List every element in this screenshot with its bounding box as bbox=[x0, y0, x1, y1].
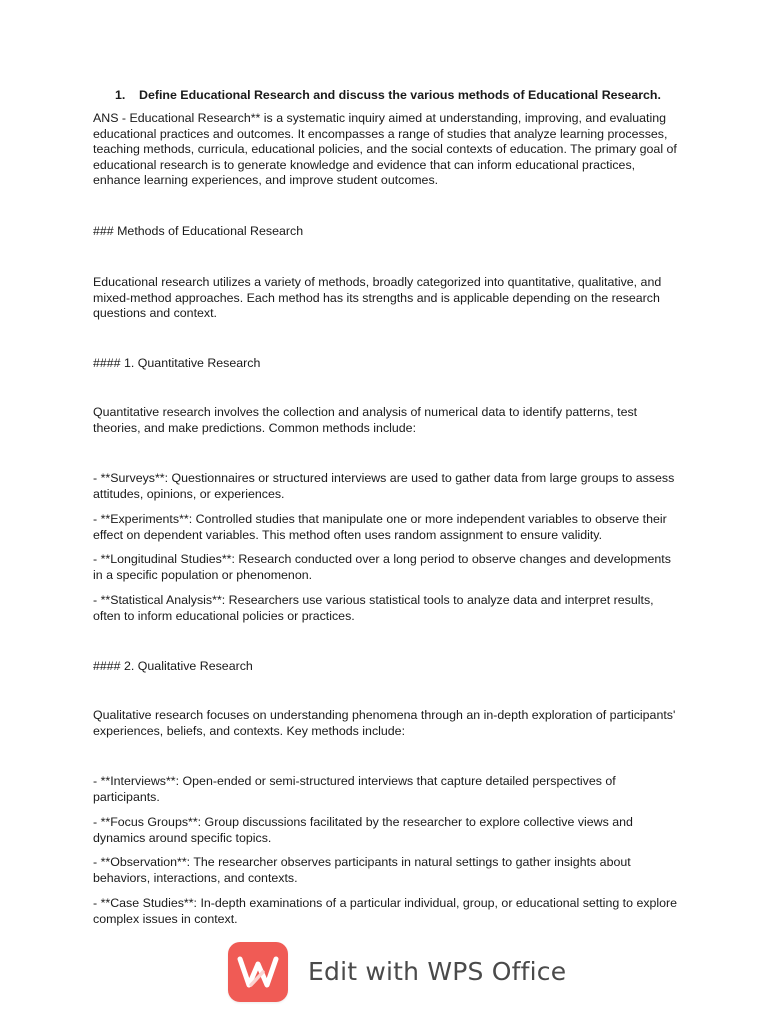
question-heading bbox=[115, 88, 685, 104]
quantitative-intro-paragraph: Quantitative research involves the collection and analysis of numerical data to identify patterns, test theories, and make predictions. Common methods include: bbox=[93, 405, 638, 435]
list-item: - **Interviews**: Open-ended or semi-structured interviews that capture detailed perspectives of participants. bbox=[93, 774, 616, 804]
wps-watermark-text: Edit with WPS Office bbox=[308, 957, 567, 987]
question-number: 1. bbox=[115, 88, 126, 102]
list-item: - **Case Studies**: In-depth examinations of a particular individual, group, or educational setting to explore complex issues in context. bbox=[93, 896, 678, 926]
quantitative-heading: #### 1. Quantitative Research bbox=[93, 356, 261, 370]
wps-w-glyph bbox=[237, 955, 279, 989]
list-item: - **Focus Groups**: Group discussions facilitated by the researcher to explore collective views and dynamics around specific topics. bbox=[93, 815, 633, 845]
list-item: - **Experiments**: Controlled studies that manipulate one or more independent variables to observe their effect on dependent variables. This method often uses random assignment to ensure validity. bbox=[93, 512, 667, 542]
question-text: Define Educational Research and discuss the various methods of Educational Research. bbox=[139, 88, 661, 102]
qualitative-intro-paragraph: Qualitative research focuses on understanding phenomena through an in-depth exploration of participants' experiences, beliefs, and contexts. Key methods include: bbox=[93, 708, 676, 738]
list-item: - **Observation**: The researcher observes participants in natural settings to gather insights about behaviors, interactions, and contexts. bbox=[93, 855, 631, 885]
list-item: - **Statistical Analysis**: Researchers use various statistical tools to analyze data and interpret results, often to inform educational policies or practices. bbox=[93, 593, 654, 623]
methods-intro-paragraph: Educational research utilizes a variety of methods, broadly categorized into quantitative, qualitative, and mixed-method approaches. Each method has its strengths and is applicable depending on the research questions and context. bbox=[93, 275, 662, 321]
wps-logo-icon bbox=[228, 942, 288, 1002]
answer-paragraph: ANS - Educational Research** is a systematic inquiry aimed at understanding, improving, and evaluating educational practices and outcomes. It encompasses a range of studies that analyze learning processes, teaching methods, curricula, educational policies, and the social contexts of education. The primary goal of educational research is to generate knowledge and evidence that can inform educational practices, enhance learning experiences, and improve student outcomes. bbox=[93, 111, 677, 188]
qualitative-heading: #### 2. Qualitative Research bbox=[93, 659, 253, 673]
list-item: - **Longitudinal Studies**: Research conducted over a long period to observe changes and developments in a specific population or phenomenon. bbox=[93, 552, 671, 582]
wps-watermark[interactable] bbox=[228, 942, 568, 1002]
list-item: - **Surveys**: Questionnaires or structured interviews are used to gather data from large groups to assess attitudes, opinions, or experiences. bbox=[93, 471, 675, 501]
methods-heading: ### Methods of Educational Research bbox=[93, 224, 304, 238]
